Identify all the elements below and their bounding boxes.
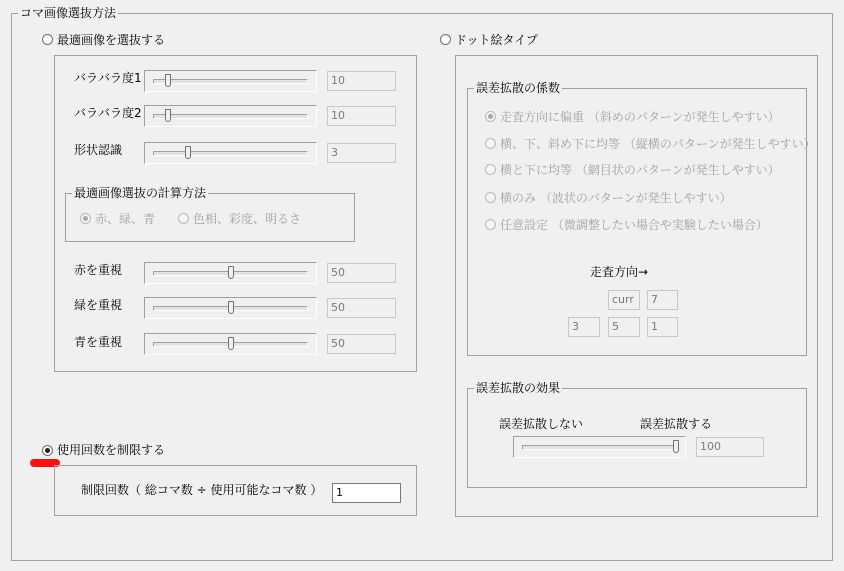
slider-thumb[interactable]	[165, 109, 171, 122]
slider-thumb[interactable]	[228, 337, 234, 350]
slider-barabara1[interactable]	[144, 70, 317, 92]
radio-hsb-label[interactable]: 色相、彩度、明るさ	[193, 212, 302, 226]
slider-thumb[interactable]	[228, 301, 234, 314]
radio-limit[interactable]	[42, 445, 53, 456]
field-barabara1: 10	[327, 71, 396, 91]
radio-dot-label[interactable]: ドット絵タイプ	[455, 33, 538, 47]
scan-direction-label: 走査方向→	[590, 265, 649, 279]
slider-label-barabara2: バラバラ度2	[74, 106, 142, 120]
slider-error-effect[interactable]	[513, 436, 686, 458]
limit-input[interactable]: 1	[332, 483, 401, 503]
effect-label-none: 誤差拡散しない	[499, 417, 584, 431]
matrix-bottom[interactable]: 5	[608, 317, 640, 337]
radio-optimal-label[interactable]: 最適画像を選抜する	[57, 33, 166, 47]
radio-optimal[interactable]	[42, 34, 53, 45]
field-error-effect: 100	[696, 437, 764, 457]
radio-hsb[interactable]	[178, 213, 189, 224]
radio-coef-even2[interactable]	[485, 164, 496, 175]
radio-coef-even2-label[interactable]: 横と下に均等 （網目状のパターンが発生しやすい）	[500, 163, 780, 177]
field-shape: 3	[327, 143, 396, 163]
slider-thumb[interactable]	[673, 440, 679, 453]
radio-coef-horizontal-label[interactable]: 横のみ （波状のパターンが発生しやすい）	[500, 191, 732, 205]
radio-coef-scan-label[interactable]: 走査方向に偏重 （斜めのパターンが発生しやすい）	[500, 110, 780, 124]
radio-rgb[interactable]	[80, 213, 91, 224]
slider-label-barabara1: バラバラ度1	[74, 71, 142, 85]
matrix-bottom-right[interactable]: 1	[647, 317, 678, 337]
slider-label-shape: 形状認識	[74, 143, 123, 157]
field-green: 50	[327, 298, 396, 318]
field-barabara2: 10	[327, 106, 396, 126]
radio-rgb-label[interactable]: 赤、緑、青	[95, 212, 156, 226]
slider-thumb[interactable]	[228, 266, 234, 279]
radio-coef-even3[interactable]	[485, 138, 496, 149]
matrix-right[interactable]: 7	[647, 290, 678, 310]
slider-label-red: 赤を重視	[74, 263, 123, 277]
slider-label-green: 緑を重視	[74, 298, 123, 312]
radio-coef-custom[interactable]	[485, 219, 496, 230]
error-effect-title: 誤差拡散の効果	[476, 381, 561, 395]
limit-label: 制限回数（ 総コマ数 ÷ 使用可能なコマ数 ）	[81, 483, 323, 497]
slider-green[interactable]	[144, 297, 317, 319]
slider-thumb[interactable]	[165, 74, 171, 87]
field-red: 50	[327, 263, 396, 283]
radio-dot[interactable]	[440, 34, 451, 45]
radio-limit-label[interactable]: 使用回数を制限する	[57, 443, 166, 457]
main-frame-title: コマ画像選抜方法	[20, 6, 117, 20]
matrix-curr: curr	[608, 290, 640, 310]
slider-shape[interactable]	[144, 142, 317, 164]
slider-red[interactable]	[144, 262, 317, 284]
effect-label-full: 誤差拡散する	[640, 417, 713, 431]
radio-coef-scan[interactable]	[485, 111, 496, 122]
slider-barabara2[interactable]	[144, 105, 317, 127]
slider-thumb[interactable]	[185, 146, 191, 159]
slider-label-blue: 青を重視	[74, 335, 123, 349]
calc-method-title: 最適画像選抜の計算方法	[74, 186, 207, 200]
slider-blue[interactable]	[144, 333, 317, 355]
radio-coef-custom-label[interactable]: 任意設定 （微調整したい場合や実験したい場合）	[500, 218, 768, 232]
error-coef-title: 誤差拡散の係数	[476, 81, 561, 95]
radio-coef-even3-label[interactable]: 横、下、斜め下に均等 （縦横のパターンが発生しやすい）	[500, 137, 816, 151]
matrix-bottom-left[interactable]: 3	[568, 317, 600, 337]
radio-coef-horizontal[interactable]	[485, 192, 496, 203]
field-blue: 50	[327, 334, 396, 354]
